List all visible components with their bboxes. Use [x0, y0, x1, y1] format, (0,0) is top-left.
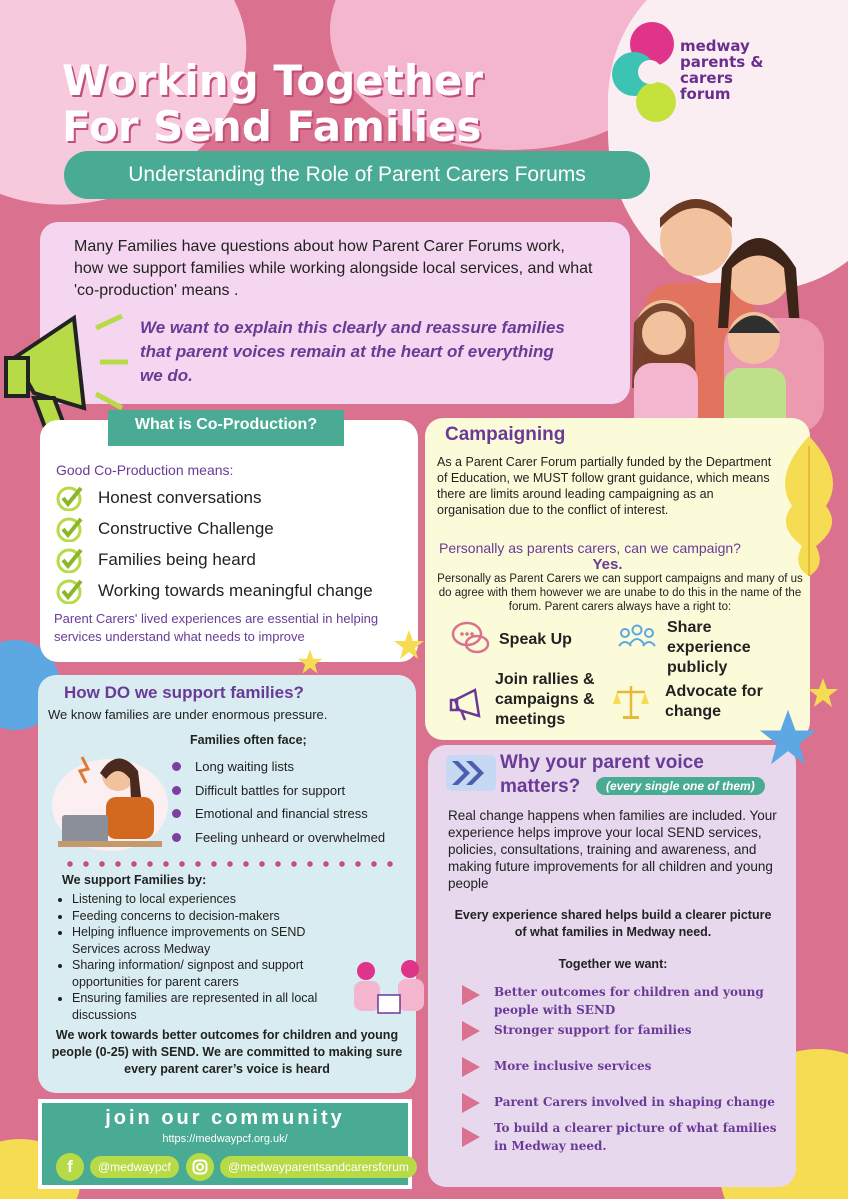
coproduction-heading: What is Co-Production?: [108, 410, 344, 446]
chevron-right-icon: [446, 755, 496, 791]
logo-line: medway: [680, 37, 750, 55]
support-by-list: [56, 891, 356, 1023]
support-intro: We know families are under enormous pressure.: [48, 707, 328, 722]
check-icon: [56, 516, 84, 542]
facebook-icon: f: [56, 1153, 84, 1181]
bullet-icon: [172, 809, 181, 818]
people-group-icon: [617, 618, 657, 658]
title-line-1: Working Together: [62, 56, 483, 105]
list-item-label: Working towards meaningful change: [98, 580, 373, 600]
want-item: Better outcomes for children and young people with SEND: [494, 985, 764, 1017]
right-join-rallies: Join rallies & campaigns & meetings: [495, 671, 595, 728]
campaigning-question: Personally as parents carers, can we campaign?: [439, 540, 741, 556]
want-item: Parent Carers involved in shaping change: [494, 1095, 775, 1109]
join-heading: join our community: [105, 1107, 345, 1129]
check-icon: [56, 547, 84, 573]
arrow-right-icon: [462, 1021, 480, 1041]
speech-bubbles-icon: [451, 618, 491, 658]
list-item-label: Families being heard: [98, 549, 256, 569]
stressed-person-icon: [48, 735, 172, 853]
forum-logo: [610, 16, 810, 136]
list-item-label: Honest conversations: [98, 487, 262, 507]
support-heading: How DO we support families?: [64, 683, 304, 702]
arrow-right-icon: [462, 1127, 480, 1147]
list-item: • Helping influence improvements on SEND Services across Medway: [72, 924, 356, 957]
arrow-right-icon: [462, 985, 480, 1005]
list-item: [56, 544, 373, 575]
list-item-label: Long waiting lists: [195, 759, 294, 775]
list-item: [56, 513, 373, 544]
check-icon: [56, 578, 84, 604]
voice-heading-line-2: matters?: [500, 776, 581, 797]
right-share-experience: Share experience publicly: [667, 619, 751, 676]
page-title: [62, 58, 483, 150]
list-item: • Sharing information/ signpost and support opportunities for parent carers: [72, 957, 356, 990]
right-speak-up: Speak Up: [499, 631, 572, 648]
logo-mark-icon: [610, 16, 690, 136]
intro-emphasis: We want to explain this clearly and reassure families that parent voices remain at the heart of everything we do.: [140, 318, 565, 385]
star-icon: [806, 676, 840, 710]
meeting-people-icon: [344, 955, 434, 1025]
star-icon: [296, 648, 324, 676]
star-icon: [392, 628, 426, 662]
arrow-right-icon: [462, 1093, 480, 1113]
instagram-icon: [186, 1153, 214, 1181]
campaigning-text: As a Parent Carer Forum partially funded by the Department of Education, we MUST follow grant guidance, which means there are limits around leading campaigning as an organisation due to the conflict of interest.: [437, 455, 772, 517]
want-item: Stronger support for families: [494, 1023, 692, 1037]
intro-text: Many Families have questions about how Parent Carer Forums work, how we support families while working alongside local services, and what 'co-production' means .: [74, 238, 593, 299]
list-item: [56, 575, 373, 606]
scales-icon: [611, 682, 651, 722]
want-item: More inclusive services: [494, 1059, 652, 1073]
list-item: [172, 779, 385, 803]
list-item-label: Difficult battles for support: [195, 782, 346, 798]
campaigning-panel: [425, 418, 810, 740]
list-item: [172, 826, 385, 850]
coproduction-list: [56, 482, 373, 606]
check-icon: [56, 485, 84, 511]
campaigning-heading: Campaigning: [445, 424, 566, 445]
list-item: • Feeding concerns to decision-makers: [72, 908, 356, 925]
logo-line: forum: [680, 85, 731, 103]
voice-text: Real change happens when families are included. Your experience helps improve your local SEND services, policies, consultations, training and awareness, and making future improvements for all children and young people: [448, 808, 777, 891]
want-heading: Together we want:: [558, 957, 668, 971]
list-item: [172, 755, 385, 779]
logo-text: [680, 38, 810, 102]
support-footer: We work towards better outcomes for children and young people (0-25) with SEND. We are committed to making sure every parent carer’s voice is heard: [51, 1028, 403, 1076]
list-item-label: Constructive Challenge: [98, 518, 274, 538]
bullet-icon: [172, 786, 181, 795]
support-by-heading: We support Families by:: [62, 873, 207, 887]
leaf-icon: [776, 436, 842, 576]
coproduction-panel: [40, 420, 418, 662]
list-item-label: Emotional and financial stress: [195, 806, 368, 822]
instagram-link[interactable]: [186, 1153, 417, 1181]
support-panel: [38, 675, 416, 1093]
family-illustration-icon: [604, 188, 834, 438]
voice-panel: [428, 745, 796, 1187]
arrow-right-icon: [462, 1057, 480, 1077]
coproduction-lead: Good Co-Production means:: [56, 462, 234, 478]
bullet-icon: [172, 762, 181, 771]
voice-pill: (every single one of them): [596, 777, 765, 795]
campaigning-answer: Yes.: [592, 556, 623, 573]
megaphone-small-icon: [449, 684, 489, 724]
logo-line: parents & carers: [680, 53, 764, 87]
list-item: [56, 482, 373, 513]
website-link[interactable]: https://medwaypcf.org.uk/: [162, 1133, 288, 1145]
join-community-box: [38, 1099, 412, 1189]
list-item: • Listening to local experiences: [72, 891, 356, 908]
facebook-link[interactable]: [56, 1153, 179, 1181]
instagram-handle: @medwayparentsandcarersforum: [220, 1156, 417, 1178]
faces-heading: Families often face;: [190, 733, 307, 747]
voice-bold: Every experience shared helps build a clearer picture of what families in Medway need.: [454, 908, 772, 939]
list-item-label: Feeling unheard or overwhelmed: [195, 829, 386, 845]
campaigning-text-2: Personally as Parent Carers we can support campaigns and many of us do agree with them however we are unabe to do this in the name of the forum. Parent carers always have a right to:: [437, 573, 803, 613]
right-advocate: Advocate for change: [665, 683, 763, 720]
coproduction-note: Parent Carers' lived experiences are essential in helping services understand what needs to improve: [54, 611, 379, 644]
facebook-handle: @medwaypcf: [90, 1156, 179, 1178]
dotted-divider: [62, 861, 398, 867]
want-item: To build a clearer picture of what families in Medway need.: [494, 1121, 777, 1153]
faces-list: [172, 755, 385, 849]
star-icon: [756, 706, 820, 770]
title-line-2: For Send Families: [62, 102, 482, 151]
bullet-icon: [172, 833, 181, 842]
voice-heading-line-1: Why your parent voice: [500, 752, 704, 773]
list-item: • Ensuring families are represented in all local discussions: [72, 990, 356, 1023]
subtitle-banner: Understanding the Role of Parent Carers Forums: [64, 151, 650, 199]
list-item: [172, 802, 385, 826]
